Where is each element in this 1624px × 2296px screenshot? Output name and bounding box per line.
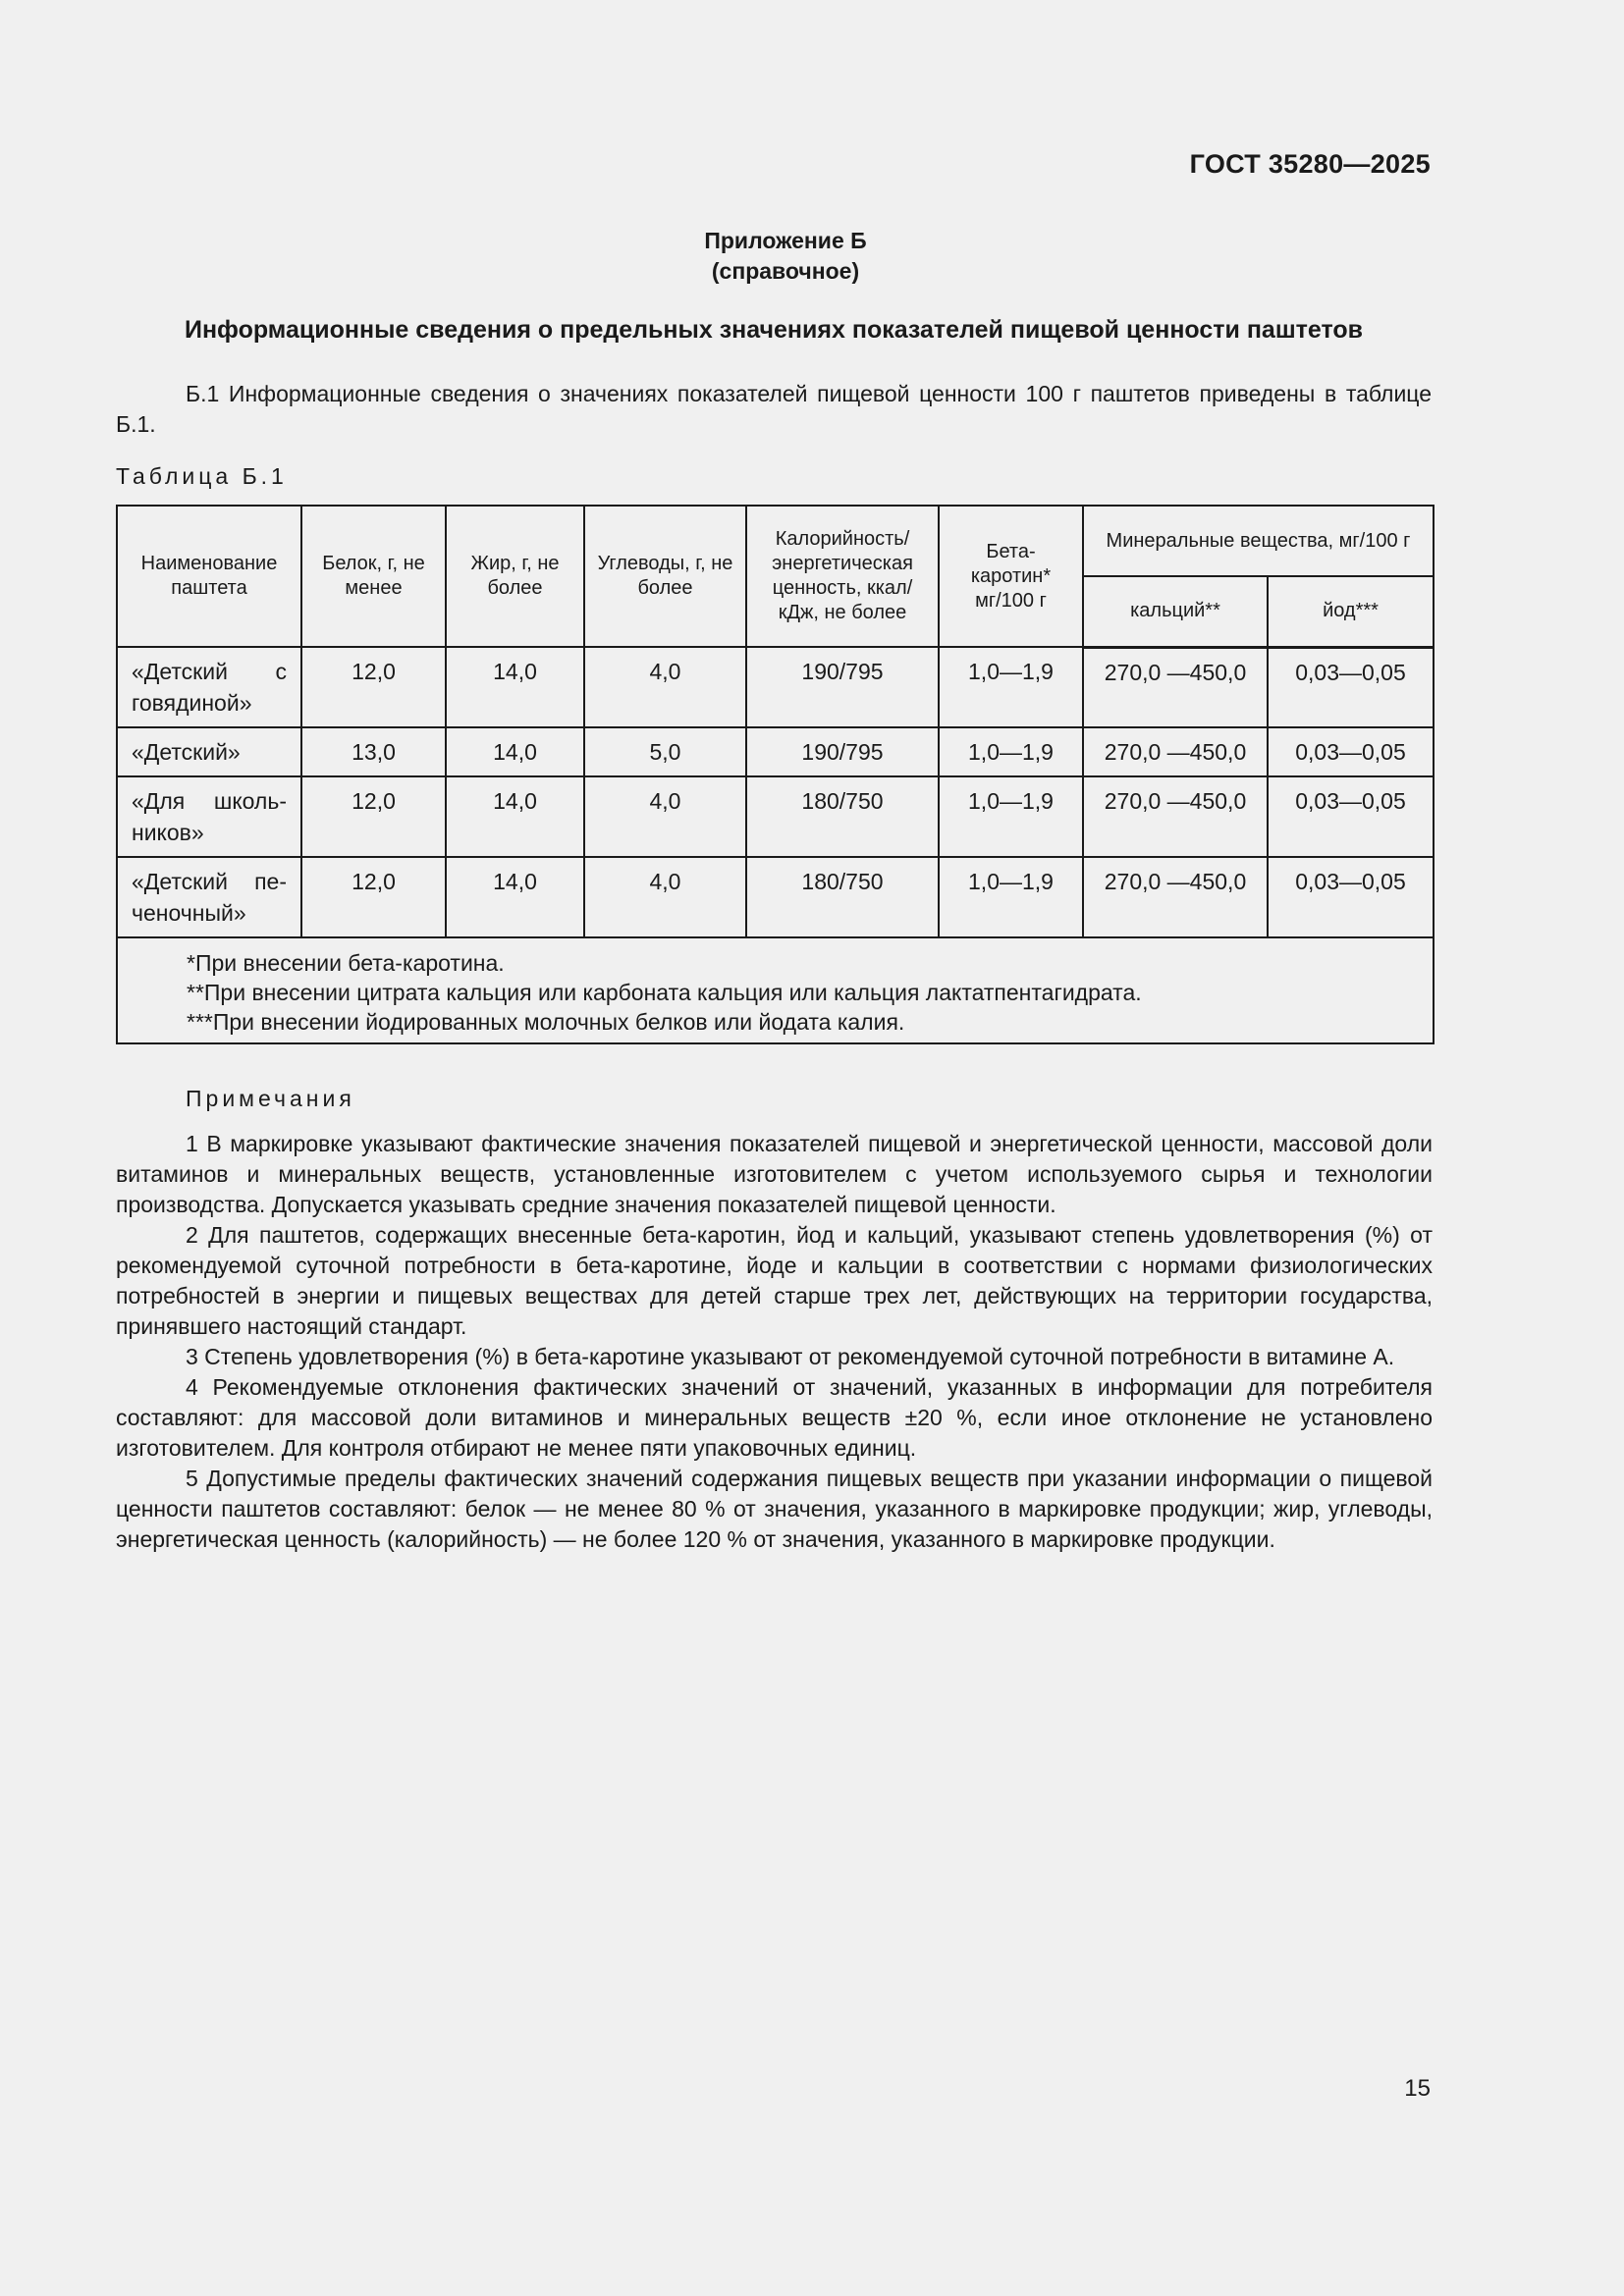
note-item: 3 Степень удовлетворения (%) в бета-каротине указывают от рекомендуемой суточной потребности в витамине А. <box>186 1344 1395 1369</box>
notes-heading: Примечания <box>186 1086 355 1111</box>
cell-beta-carotene: 1,0—1,9 <box>939 647 1083 727</box>
note-item: 2 Для паштетов, содержащих внесенные бета-каротин, йод и кальций, указывают степень удовлетворения (%) от рекомендуемой суточной потребности в бета-каротине, йоде и кальции в соответствии с нормами физиологических потребностей в энергии и пищевых веществах для детей старше трех лет, действующих на территории государства, принявшего настоящий стандарт. <box>116 1222 1433 1339</box>
header-carbs: Углеводы, г, не более <box>584 506 746 647</box>
cell-name: «Для школь-ников» <box>117 776 301 857</box>
cell-calcium: 270,0 —450,0 <box>1083 857 1268 937</box>
table-caption: Таблица Б.1 <box>116 463 288 489</box>
cell-fat: 14,0 <box>446 857 584 937</box>
header-calcium: кальций** <box>1083 576 1268 647</box>
cell-iodine: 0,03—0,05 <box>1268 727 1434 776</box>
cell-carbs: 4,0 <box>584 647 746 727</box>
table-row <box>117 727 1434 776</box>
cell-calcium: 270,0 —450,0 <box>1083 647 1268 727</box>
appendix-subtitle: (справочное) <box>711 258 860 284</box>
cell-beta-carotene: 1,0—1,9 <box>939 776 1083 857</box>
cell-energy: 190/795 <box>746 647 939 727</box>
footnote: **При внесении цитрата кальция или карбоната кальция или кальция лактатпентагидрата. <box>187 980 1142 1005</box>
cell-iodine: 0,03—0,05 <box>1268 776 1434 857</box>
header-iodine: йод*** <box>1268 576 1434 647</box>
appendix-title: Приложение Б <box>704 228 867 253</box>
cell-iodine: 0,03—0,05 <box>1268 857 1434 937</box>
standard-code: ГОСТ 35280—2025 <box>1189 149 1431 179</box>
note-item: 5 Допустимые пределы фактических значений содержания пищевых веществ при указании информации о пищевой ценности паштетов составляют: белок — не менее 80 % от значения, указанного в маркировке продукции; жир, углеводы, энергетическая ценность (калорийность) — не более 120 % от значения, указанного в маркировке продукции. <box>116 1466 1433 1552</box>
cell-energy: 180/750 <box>746 776 939 857</box>
page-number: 15 <box>1404 2075 1431 2102</box>
cell-energy: 180/750 <box>746 857 939 937</box>
cell-calcium: 270,0 —450,0 <box>1083 776 1268 857</box>
cell-protein: 12,0 <box>301 647 446 727</box>
table-row <box>117 857 1434 937</box>
appendix-heading <box>0 226 1571 287</box>
nutrition-table <box>116 505 1435 1044</box>
annex-title: Информационные сведения о предельных значениях показателей пищевой ценности паштетов <box>184 316 1364 344</box>
note-item: 4 Рекомендуемые отклонения фактических значений от значений, указанных в информации для потребителя составляют: для массовой доли витаминов и минеральных веществ ±20 %, если иное отклонение не установлено изготовителем. Для контроля отбирают не менее пяти упаковочных единиц. <box>116 1374 1433 1461</box>
cell-protein: 12,0 <box>301 857 446 937</box>
cell-protein: 12,0 <box>301 776 446 857</box>
footnote: ***При внесении йодированных молочных белков или йодата калия. <box>187 1009 905 1035</box>
table-row <box>117 776 1434 857</box>
cell-beta-carotene: 1,0—1,9 <box>939 857 1083 937</box>
header-name: Наименование паштета <box>117 506 301 647</box>
cell-iodine: 0,03—0,05 <box>1268 647 1434 727</box>
cell-fat: 14,0 <box>446 647 584 727</box>
header-fat: Жир, г, не более <box>446 506 584 647</box>
header-energy: Калорийность/ энергетическая ценность, ккал/ кДж, не более <box>746 506 939 647</box>
cell-carbs: 4,0 <box>584 776 746 857</box>
header-protein: Белок, г, не менее <box>301 506 446 647</box>
table-footnotes <box>117 937 1434 1043</box>
cell-protein: 13,0 <box>301 727 446 776</box>
intro-paragraph: Б.1 Информационные сведения о значениях показателей пищевой ценности 100 г паштетов приведены в таблице Б.1. <box>116 381 1432 437</box>
cell-name: «Детский с говядиной» <box>117 647 301 727</box>
notes-list <box>116 1129 1433 1555</box>
footnote: *При внесении бета-каротина. <box>187 950 505 976</box>
cell-beta-carotene: 1,0—1,9 <box>939 727 1083 776</box>
cell-fat: 14,0 <box>446 776 584 857</box>
cell-name: «Детский пе-ченочный» <box>117 857 301 937</box>
cell-fat: 14,0 <box>446 727 584 776</box>
table-footnotes-row <box>117 937 1434 1043</box>
table-row <box>117 647 1434 727</box>
cell-name: «Детский» <box>117 727 301 776</box>
header-beta-carotene: Бета-каротин* мг/100 г <box>939 506 1083 647</box>
cell-carbs: 4,0 <box>584 857 746 937</box>
cell-carbs: 5,0 <box>584 727 746 776</box>
note-item: 1 В маркировке указывают фактические значения показателей пищевой и энергетической ценности, массовой доли витаминов и минеральных веществ, установленные изготовителем с учетом используемого сырья и технологии производства. Допускается указывать средние значения показателей пищевой ценности. <box>116 1131 1433 1217</box>
cell-energy: 190/795 <box>746 727 939 776</box>
header-minerals: Минеральные вещества, мг/100 г <box>1083 506 1434 576</box>
cell-calcium: 270,0 —450,0 <box>1083 727 1268 776</box>
